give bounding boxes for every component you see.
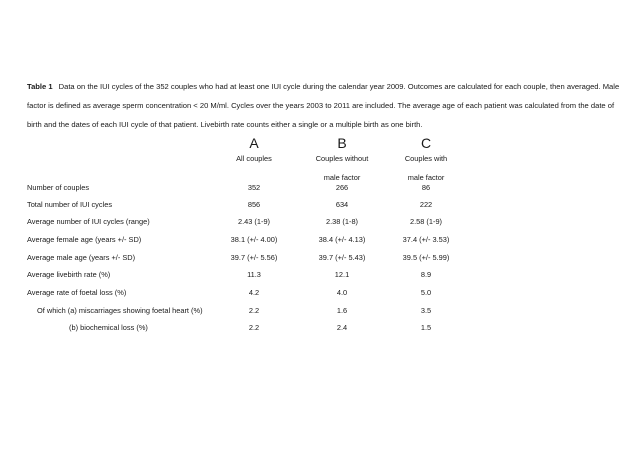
table-row bbox=[0, 288, 640, 300]
cell-all-couples: 11.3 bbox=[247, 270, 261, 279]
column-header-b bbox=[297, 136, 387, 185]
row-label: Total number of IUI cycles bbox=[27, 200, 113, 209]
cell-without-male-factor: 12.1 bbox=[334, 270, 350, 279]
cell-without-male-factor: 266 bbox=[335, 183, 349, 192]
cell-with-male-factor: 2.58 (1-9) bbox=[409, 217, 443, 226]
cell-all-couples: 2.43 (1-9) bbox=[237, 217, 271, 226]
cell-all-couples: 38.1 (+/- 4.00) bbox=[230, 235, 278, 244]
row-label: Of which (a) miscarriages showing foetal heart (%) bbox=[37, 306, 203, 315]
table-caption-text: Data on the IUI cycles of the 352 couples who had at least one IUI cycle during the calendar year 2009. Outcomes are calculated for each couple, then averaged. Male factor is defined as average sperm concentration < 20 M/ml. Cycles over the years 2003 to 2011 are included. The average age of each patient was calculated from the date of birth and the dates of each IUI cycle of that patient. Livebirth rate counts either a single or a multiple birth as one birth. bbox=[27, 82, 620, 129]
table-caption bbox=[27, 77, 627, 134]
cell-without-male-factor: 4.0 bbox=[336, 288, 348, 297]
row-label: Average rate of foetal loss (%) bbox=[27, 288, 127, 297]
cell-with-male-factor: 39.5 (+/- 5.99) bbox=[402, 253, 450, 262]
table-row bbox=[0, 306, 640, 318]
table-row bbox=[0, 200, 640, 212]
column-subtitle: male factor bbox=[407, 173, 445, 182]
cell-without-male-factor: 38.4 (+/- 4.13) bbox=[318, 235, 366, 244]
row-label: Number of couples bbox=[27, 183, 90, 192]
column-title: Couples without bbox=[315, 154, 369, 163]
cell-with-male-factor: 86 bbox=[421, 183, 431, 192]
cell-without-male-factor: 2.38 (1-8) bbox=[325, 217, 359, 226]
cell-without-male-factor: 39.7 (+/- 5.43) bbox=[318, 253, 366, 262]
cell-with-male-factor: 1.5 bbox=[420, 323, 432, 332]
cell-with-male-factor: 222 bbox=[419, 200, 433, 209]
row-label: Average male age (years +/- SD) bbox=[27, 253, 136, 262]
cell-all-couples: 352 bbox=[247, 183, 261, 192]
column-header-a bbox=[209, 136, 299, 166]
row-label: Average livebirth rate (%) bbox=[27, 270, 111, 279]
cell-with-male-factor: 8.9 bbox=[420, 270, 432, 279]
table-row bbox=[0, 217, 640, 229]
cell-all-couples: 4.2 bbox=[248, 288, 260, 297]
column-letter: B bbox=[337, 135, 347, 151]
table-row bbox=[0, 323, 640, 335]
column-title: All couples bbox=[236, 154, 272, 163]
row-label: (b) biochemical loss (%) bbox=[69, 323, 148, 332]
table-row bbox=[0, 235, 640, 247]
row-label: Average number of IUI cycles (range) bbox=[27, 217, 150, 226]
cell-all-couples: 2.2 bbox=[248, 306, 260, 315]
cell-without-male-factor: 1.6 bbox=[336, 306, 348, 315]
cell-without-male-factor: 634 bbox=[335, 200, 349, 209]
column-letter: A bbox=[249, 135, 259, 151]
cell-all-couples: 39.7 (+/- 5.56) bbox=[230, 253, 278, 262]
table-row bbox=[0, 270, 640, 282]
table-row bbox=[0, 183, 640, 195]
cell-all-couples: 856 bbox=[247, 200, 261, 209]
cell-with-male-factor: 3.5 bbox=[420, 306, 432, 315]
table-caption-label: Table 1 bbox=[27, 82, 53, 91]
row-label: Average female age (years +/- SD) bbox=[27, 235, 142, 244]
table-row bbox=[0, 253, 640, 265]
column-header-c bbox=[381, 136, 471, 185]
cell-all-couples: 2.2 bbox=[248, 323, 260, 332]
column-letter: C bbox=[420, 135, 432, 151]
cell-with-male-factor: 37.4 (+/- 3.53) bbox=[402, 235, 450, 244]
column-subtitle: male factor bbox=[323, 173, 361, 182]
cell-with-male-factor: 5.0 bbox=[420, 288, 432, 297]
cell-without-male-factor: 2.4 bbox=[336, 323, 348, 332]
column-title: Couples with bbox=[404, 154, 448, 163]
